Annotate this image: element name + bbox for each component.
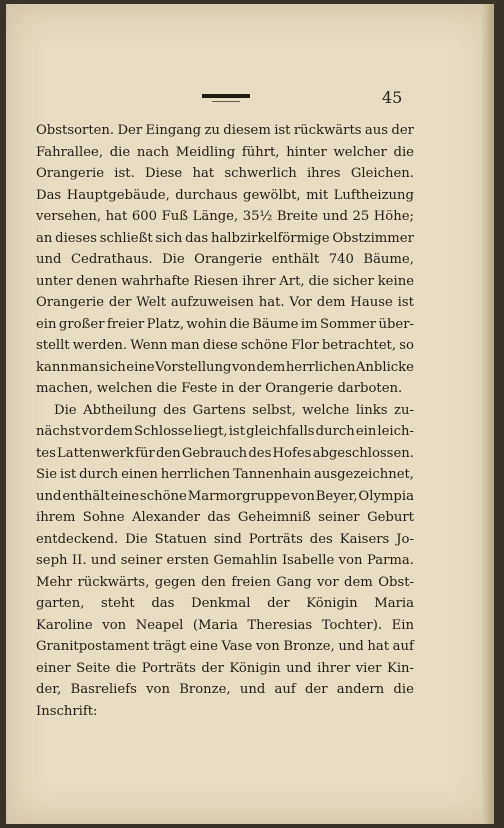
text-line: stellt werden. Wenn man diese schöne Flor betrachtet, so [36,338,414,353]
text-line: einer Seite die Porträts der Königin und ihrer vier Kin- [36,660,414,676]
book-page [6,4,494,824]
body-text [36,120,414,722]
text-line: ein großer freier Platz, wohin die Bäume im Sommer über- [36,316,414,332]
text-line: an dieses schließt sich das halbzirkelförmige Obstzimmer [36,230,414,246]
header-ornament-rule [202,94,250,98]
text-line: Die Abtheilung des Gartens selbst, welche links zu- [54,402,414,418]
text-line: und Cedrathaus. Die Orangerie enthält 740 Bäume, [36,252,414,267]
text-line: Das Hauptgebäude, durchaus gewölbt, mit Luftheizung [36,187,414,203]
text-line: unter denen wahrhafte Riesen ihrer Art, die sicher keine [36,273,414,289]
text-line: der, Basreliefs von Bronze, und auf der andern die [36,682,414,697]
text-line: Granitpostament trägt eine Vase von Bronze, und hat auf [36,639,414,654]
text-line: tes Lattenwerk für den Gebrauch des Hofes abgeschlossen. [36,445,414,461]
text-line: nächst vor dem Schlosse liegt, ist gleichfalls durch ein leich- [36,424,414,439]
text-line: Orangerie ist. Diese hat schwerlich ihres Gleichen. [36,166,414,181]
header-ornament-subrule [212,101,240,102]
page-number: 45 [382,88,403,107]
text-line: ihrem Sohne Alexander das Geheimniß seiner Geburt [36,510,414,525]
text-line: versehen, hat 600 Fuß Länge, 35½ Breite und 25 Höhe; [36,209,414,224]
text-line: Obstsorten. Der Eingang zu diesem ist rückwärts aus der [36,123,414,138]
text-line: Sie ist durch einen herrlichen Tannenhain ausgezeichnet, [36,467,414,482]
text-line: seph II. und seiner ersten Gemahlin Isabelle von Parma. [36,553,414,568]
text-line: Inschrift: [36,703,98,719]
text-line: entdeckend. Die Statuen sind Porträts des Kaisers Jo- [36,531,414,547]
text-line: garten, steht das Denkmal der Königin Maria [36,596,414,611]
text-line: Mehr rückwärts, gegen den freien Gang vor dem Obst- [36,574,414,590]
text-line: Fahrallee, die nach Meidling führt, hinter welcher die [36,144,414,160]
text-line: Orangerie der Welt aufzuweisen hat. Vor dem Hause ist [36,295,414,310]
text-line: und enthält eine schöne Marmorgruppe von Beyer, Olympia [36,488,414,504]
page-spine-shadow [482,4,494,824]
text-line: machen, welchen die Feste in der Orangerie darboten. [36,381,403,396]
text-line: Karoline von Neapel (Maria Theresias Tochter). Ein [36,617,414,633]
text-line: kann man sich eine Vorstellung von dem herrlichen Anblicke [36,359,414,375]
